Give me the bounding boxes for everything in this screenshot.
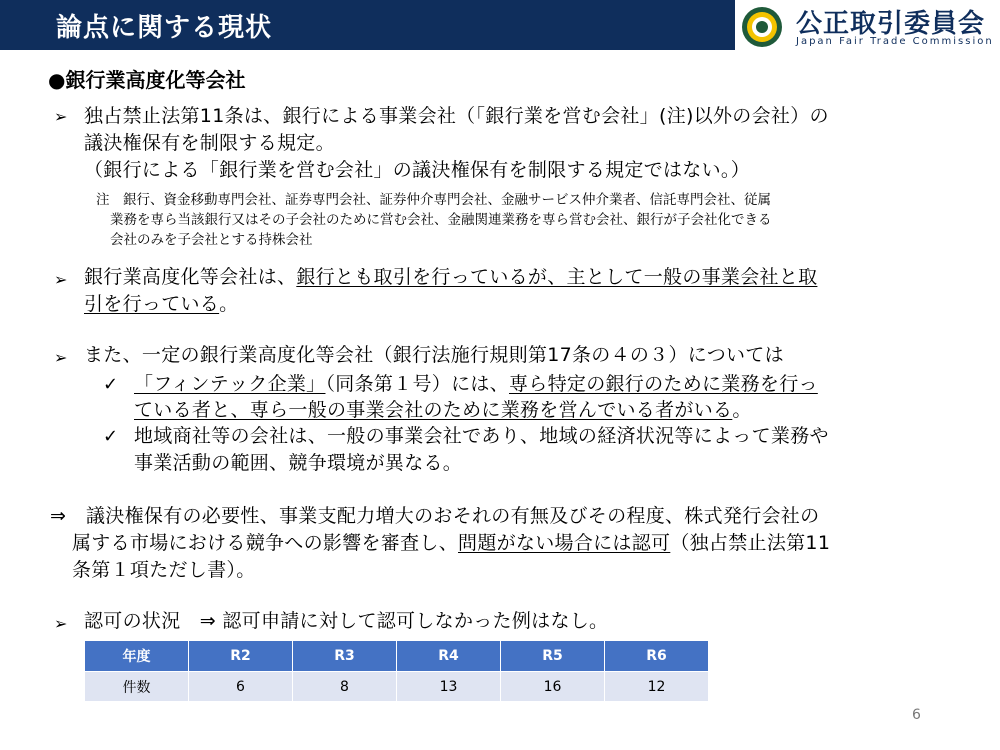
jftc-emblem-icon xyxy=(740,5,784,49)
conclusion-line2-prefix: 属する市場における競争への影響を審査し、 xyxy=(72,532,459,554)
check1-underline1: 「フィンテック企業」 xyxy=(134,373,326,395)
section-title: ●銀行業高度化等会社 xyxy=(48,68,246,92)
table-count: 12 xyxy=(605,672,709,702)
bullet2-suffix: 。 xyxy=(219,293,239,315)
bullet-arrow-icon: ➢ xyxy=(54,107,68,126)
table-count: 13 xyxy=(397,672,501,702)
footnote-line1: 注 銀行、資金移動専門会社、証券専門会社、証券仲介専門会社、金融サービス仲介業者、信託専門会社、従属 xyxy=(96,192,771,208)
logo-name: 公正取引委員会 xyxy=(796,9,986,39)
page-number: 6 xyxy=(912,707,921,723)
table-year: R4 xyxy=(397,641,501,672)
table-year: R5 xyxy=(501,641,605,672)
check1-suffix: 。 xyxy=(732,399,752,421)
check1-underline2: 専ら特定の銀行のために業務を行っ xyxy=(509,373,818,395)
header-bar xyxy=(0,0,735,50)
bullet2-underline2: 引を行っている xyxy=(84,293,220,315)
bullet-arrow-icon: ➢ xyxy=(54,348,68,367)
table-header-label: 年度 xyxy=(85,641,189,672)
footnote-line2: 業務を専ら当該銀行又はその子会社のために営む会社、金融関連業務を専ら営む会社、銀行が子会社化できる xyxy=(110,212,772,228)
footnote-line3: 会社のみを子会社とする持株会社 xyxy=(110,232,313,248)
logo-subtitle: Japan Fair Trade Commission xyxy=(796,36,994,47)
table-row xyxy=(85,672,709,702)
approval-status: 認可の状況 ⇒ 認可申請に対して認可しなかった例はなし。 xyxy=(84,610,609,632)
conclusion-line2-suffix: （独占禁止法第11 xyxy=(670,532,831,554)
bullet1-line1: 独占禁止法第11条は、銀行による事業会社（「銀行業を営む会社」(注)以外の会社）の xyxy=(84,105,829,127)
table-year: R6 xyxy=(605,641,709,672)
jftc-logo xyxy=(740,3,1000,49)
bullet1-line2: 議決権保有を制限する規定。 xyxy=(84,132,335,154)
conclusion-line3: 条第１項ただし書）。 xyxy=(72,559,256,581)
conclusion-underline: 問題がない場合には認可 xyxy=(458,532,671,554)
conclusion-arrow-icon: ⇒ xyxy=(50,505,67,527)
table-year: R2 xyxy=(189,641,293,672)
bullet2-underline1: 銀行とも取引を行っているが、主として一般の事業会社と取 xyxy=(296,266,818,288)
conclusion-line2 xyxy=(72,529,830,558)
checkmark-icon: ✓ xyxy=(103,426,119,447)
bullet-arrow-icon: ➢ xyxy=(54,614,68,633)
check1-underline3: ている者と、専ら一般の事業会社のために業務を営んでいる者がいる xyxy=(134,399,733,421)
checkmark-icon: ✓ xyxy=(103,374,119,395)
check1-middle: （同条第１号）には、 xyxy=(325,373,509,395)
bullet3-line1: また、一定の銀行業高度化等会社（銀行法施行規則第17条の４の３）については xyxy=(84,344,784,366)
bullet-arrow-icon: ➢ xyxy=(54,270,68,289)
check2-line2: 事業活動の範囲、競争環境が異なる。 xyxy=(134,452,463,474)
table-header-row xyxy=(85,641,709,672)
bullet1-line3: （銀行による「銀行業を営む会社」の議決権保有を制限する規定ではない。） xyxy=(84,159,751,181)
bullet2-line1 xyxy=(84,263,817,292)
conclusion-line1: 議決権保有の必要性、事業支配力増大のおそれの有無及びその程度、株式発行会社の xyxy=(86,505,820,527)
table-row-label: 件数 xyxy=(85,672,189,702)
table-count: 6 xyxy=(189,672,293,702)
check1-line2 xyxy=(134,396,752,425)
page-title: 論点に関する現状 xyxy=(56,13,273,43)
check2-line1: 地域商社等の会社は、一般の事業会社であり、地域の経済状況等によって業務や xyxy=(134,425,829,447)
approval-table xyxy=(84,640,709,702)
check1-line1 xyxy=(134,370,818,399)
table-count: 16 xyxy=(501,672,605,702)
bullet2-prefix: 銀行業高度化等会社は、 xyxy=(84,266,297,288)
table-count: 8 xyxy=(293,672,397,702)
table-year: R3 xyxy=(293,641,397,672)
bullet2-line2 xyxy=(84,290,238,319)
